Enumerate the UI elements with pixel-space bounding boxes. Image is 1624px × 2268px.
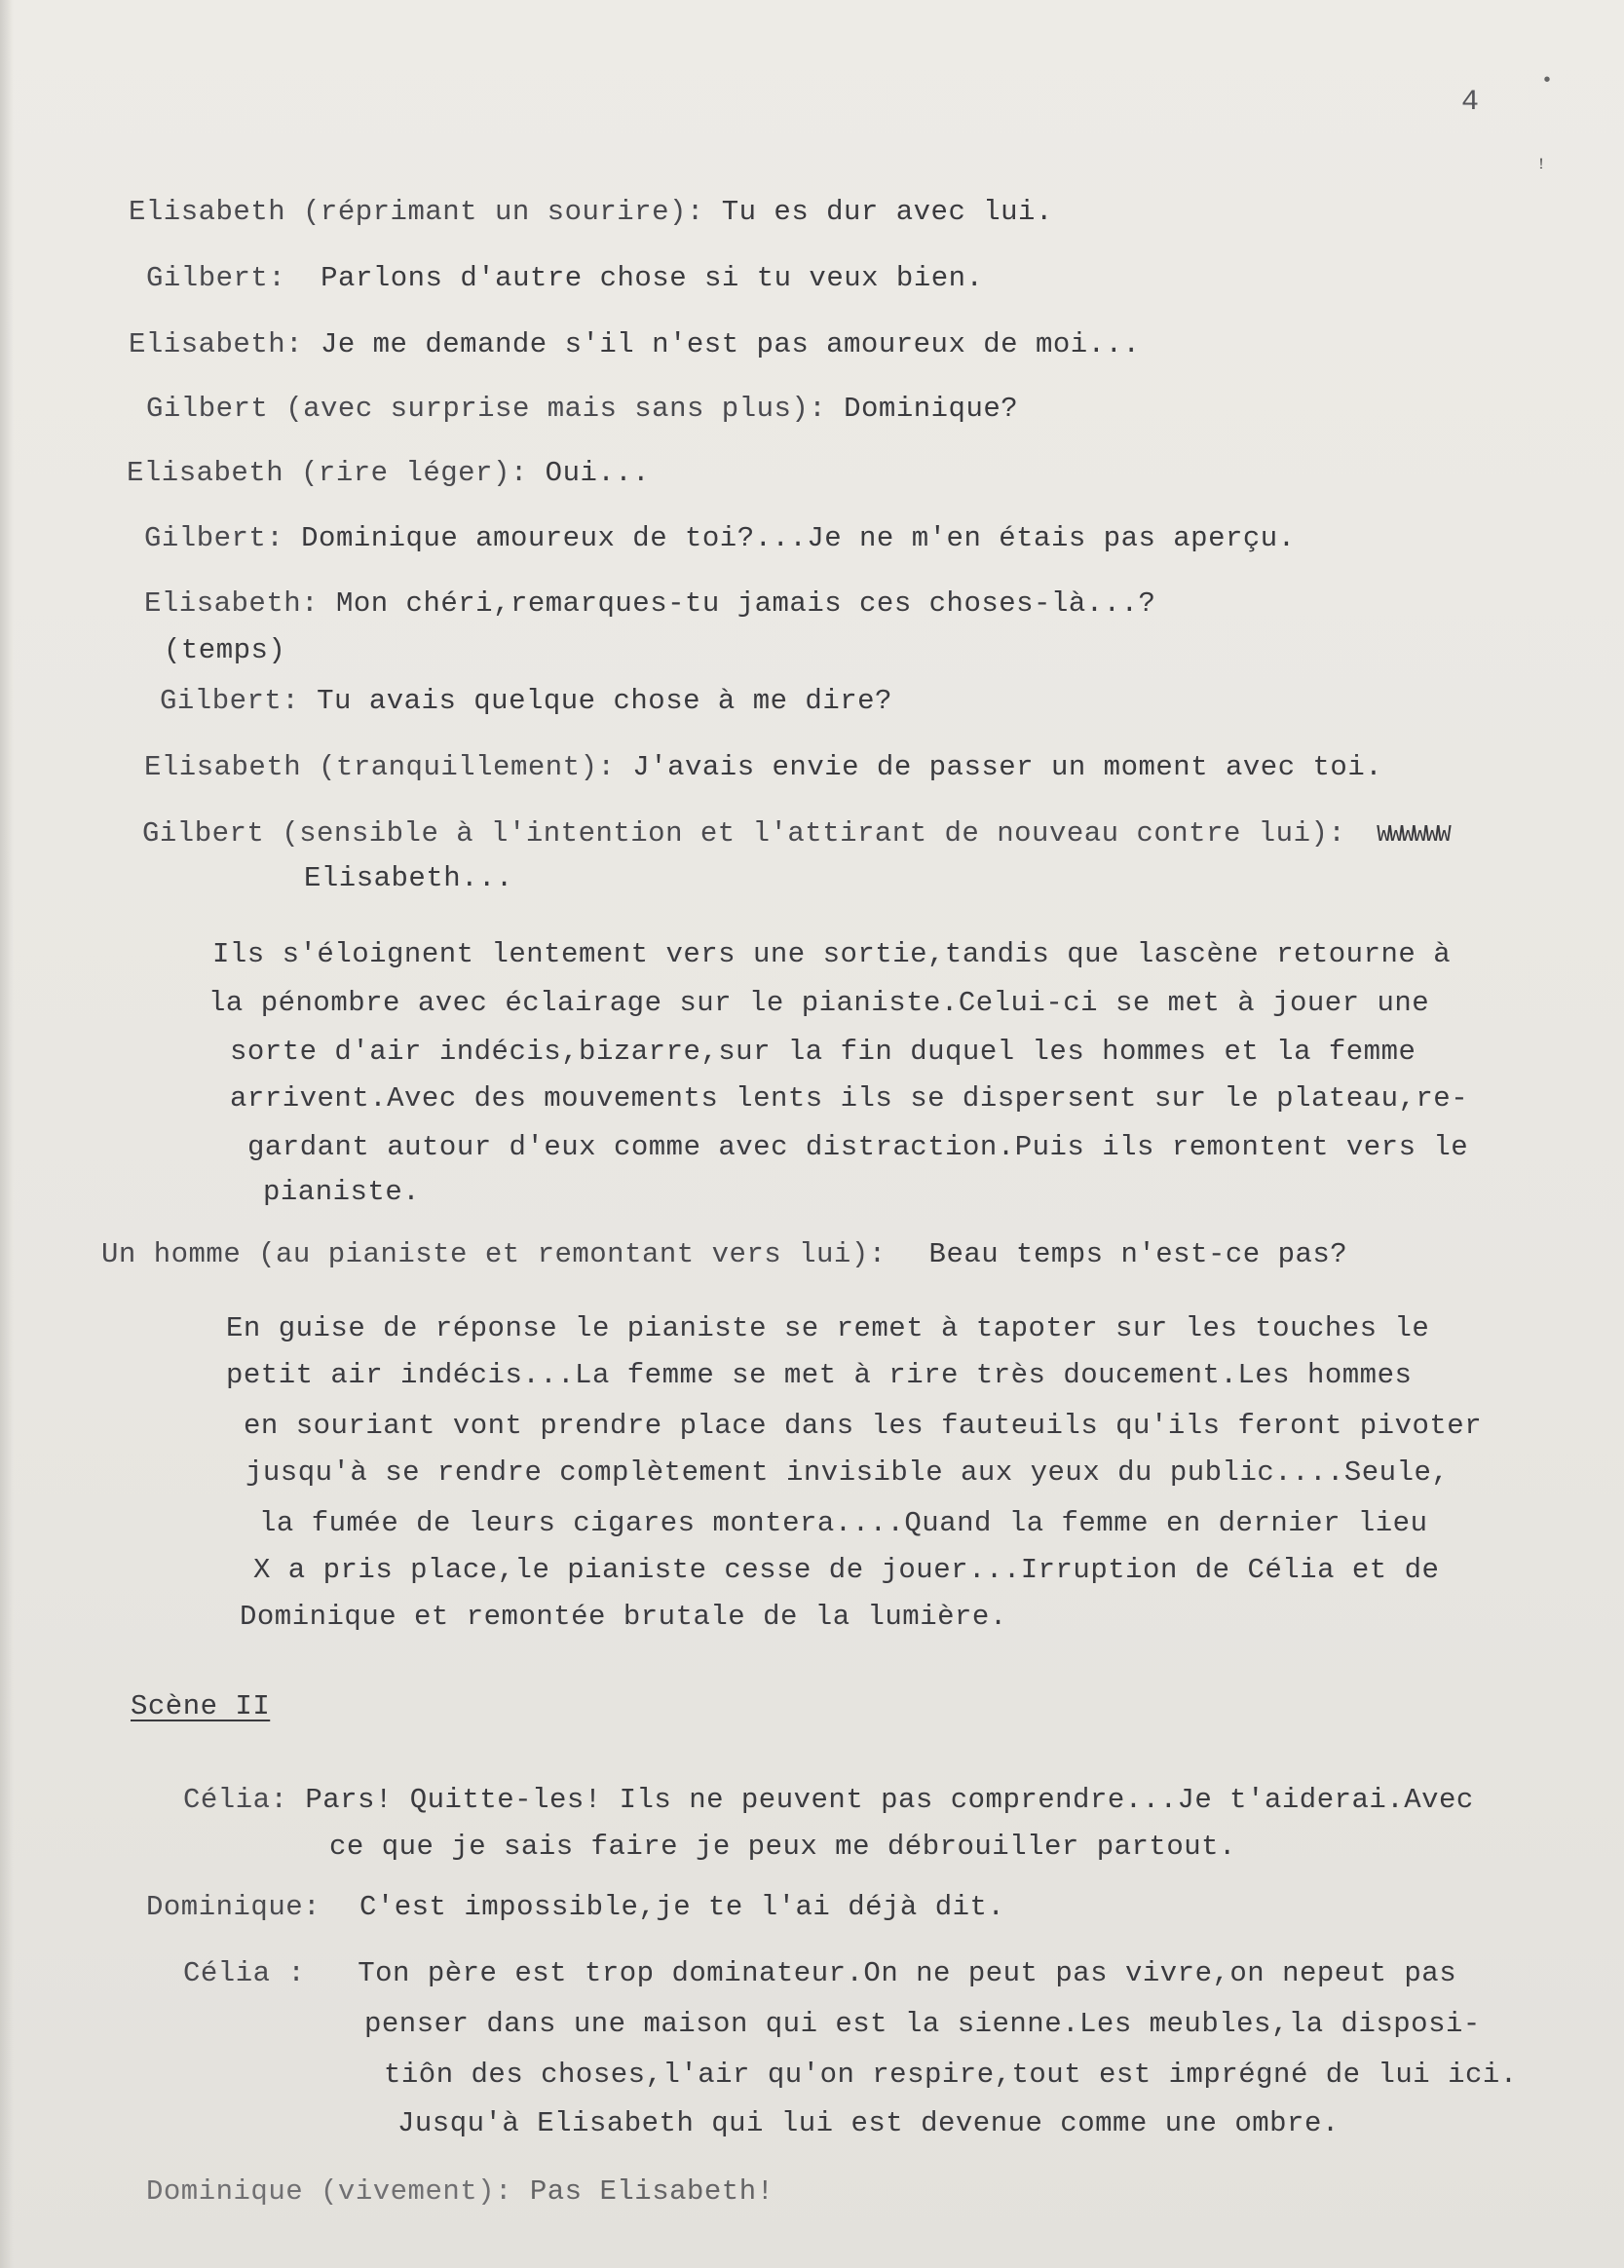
speech: Je me demande s'il n'est pas amoureux de moi...	[320, 328, 1141, 360]
stage-direction-line: sorte d'air indécis,bizarre,sur la fin duquel les hommes et la femme	[230, 1036, 1416, 1068]
speaker: Gilbert:	[144, 522, 284, 554]
dialogue-line	[101, 1237, 1347, 1272]
speech: Parlons d'autre chose si tu veux bien.	[321, 262, 984, 294]
dialogue-line	[144, 586, 1155, 622]
speaker: Elisabeth (rire léger):	[127, 457, 528, 489]
stage-direction-line: Dominique et remontée brutale de la lumière.	[240, 1601, 1007, 1633]
speech: Ton père est trop dominateur.On ne peut pas vivre,on nepeut pas	[358, 1957, 1457, 1989]
dialogue-continuation: Jusqu'à Elisabeth qui lui est devenue comme une ombre.	[397, 2107, 1340, 2139]
dialogue-line	[146, 261, 983, 296]
dialogue-continuation: tiôn des choses,l'air qu'on respire,tout est imprégné de lui ici.	[384, 2059, 1518, 2091]
dialogue-continuation: ce que je sais faire je peux me débrouiller partout.	[329, 1831, 1236, 1863]
dialogue-line	[129, 195, 1053, 230]
speech: Pars! Quitte-les! Ils ne peuvent pas comprendre...Je t'aiderai.Avec	[305, 1784, 1474, 1816]
speech: Beau temps n'est-ce pas?	[928, 1238, 1348, 1270]
dialogue-continuation: penser dans une maison qui est la sienne.Les meubles,la disposi-	[364, 2008, 1481, 2040]
stage-direction-line: petit air indécis...La femme se met à rire très doucement.Les hommes	[226, 1359, 1413, 1391]
dialogue-line	[142, 816, 1450, 853]
stage-direction-line: la fumée de leurs cigares montera....Quand la femme en dernier lieu	[259, 1507, 1428, 1539]
dialogue-line	[144, 521, 1296, 556]
dialogue-line	[146, 392, 1018, 427]
stage-note	[164, 633, 285, 668]
dialogue-line	[160, 684, 892, 719]
speech: J'avais envie de passer un moment avec toi.	[632, 751, 1383, 783]
page-number: 4	[1461, 86, 1480, 119]
speaker: Célia :	[183, 1957, 306, 1989]
speech: Tu es dur avec lui.	[721, 196, 1053, 228]
dialogue-line	[146, 1890, 1004, 1925]
stage-direction-line: arrivent.Avec des mouvements lents ils se dispersent sur le plateau,re-	[230, 1082, 1469, 1115]
speech: Dominique amoureux de toi?...Je ne m'en étais pas aperçu.	[301, 522, 1296, 554]
speaker: Gilbert (sensible à l'intention et l'attirant de nouveau contre lui):	[142, 817, 1346, 850]
margin-mark: ꜝ	[1535, 162, 1548, 184]
stage-direction-line: pianiste.	[263, 1176, 421, 1208]
dialogue-line	[127, 456, 650, 491]
page-edge-shadow	[0, 0, 14, 2268]
stage-direction-line: gardant autour d'eux comme avec distraction.Puis ils remontent vers le	[247, 1131, 1469, 1163]
speaker: Gilbert:	[160, 685, 300, 717]
scene-heading: Scène II	[131, 1690, 271, 1722]
speaker: Elisabeth (tranquillement):	[144, 751, 616, 783]
dialogue-line	[129, 327, 1140, 362]
speech: Pas Elisabeth!	[529, 2175, 774, 2208]
speech: C'est impossible,je te l'ai déjà dit.	[359, 1891, 1005, 1923]
struck-text: WWWWWW	[1377, 822, 1450, 849]
stage-direction-line: Ils s'éloignent lentement vers une sortie,tandis que lascène retourne à	[212, 938, 1452, 970]
speaker: Dominique (vivement):	[146, 2175, 512, 2208]
speaker: Gilbert (avec surprise mais sans plus):	[146, 393, 827, 425]
speaker: Célia:	[183, 1784, 288, 1816]
stage-direction-line: jusqu'à se rendre complètement invisible aux yeux du public....Seule,	[245, 1456, 1450, 1489]
dialogue-continuation	[304, 861, 513, 896]
stage-direction-line: en souriant vont prendre place dans les fauteuils qu'ils feront pivoter	[244, 1410, 1483, 1442]
margin-mark: •	[1541, 70, 1554, 93]
speaker: Elisabeth:	[129, 328, 304, 360]
dialogue-line	[144, 750, 1382, 785]
speaker: Dominique:	[146, 1891, 321, 1923]
speaker: Elisabeth (réprimant un sourire):	[129, 196, 704, 228]
stage-direction-line: la pénombre avec éclairage sur le pianiste.Celui-ci se met à jouer une	[208, 987, 1430, 1019]
speech: Tu avais quelque chose à me dire?	[317, 685, 892, 717]
dialogue-line	[146, 2174, 774, 2210]
stage-direction-line: En guise de réponse le pianiste se remet à tapoter sur les touches le	[226, 1312, 1430, 1344]
speech: Mon chéri,remarques-tu jamais ces choses-là...?	[335, 587, 1156, 620]
speech: (temps)	[164, 634, 286, 666]
speaker: Elisabeth:	[144, 587, 320, 620]
dialogue-line	[183, 1783, 1474, 1818]
speech: Elisabeth...	[304, 862, 513, 894]
stage-direction-line: X a pris place,le pianiste cesse de jouer...Irruption de Célia et de	[253, 1554, 1440, 1586]
speech: Oui...	[545, 457, 651, 489]
speech: Dominique?	[844, 393, 1019, 425]
dialogue-line	[183, 1956, 1456, 1991]
speaker: Un homme (au pianiste et remontant vers lui):	[101, 1238, 887, 1270]
speaker: Gilbert:	[146, 262, 286, 294]
